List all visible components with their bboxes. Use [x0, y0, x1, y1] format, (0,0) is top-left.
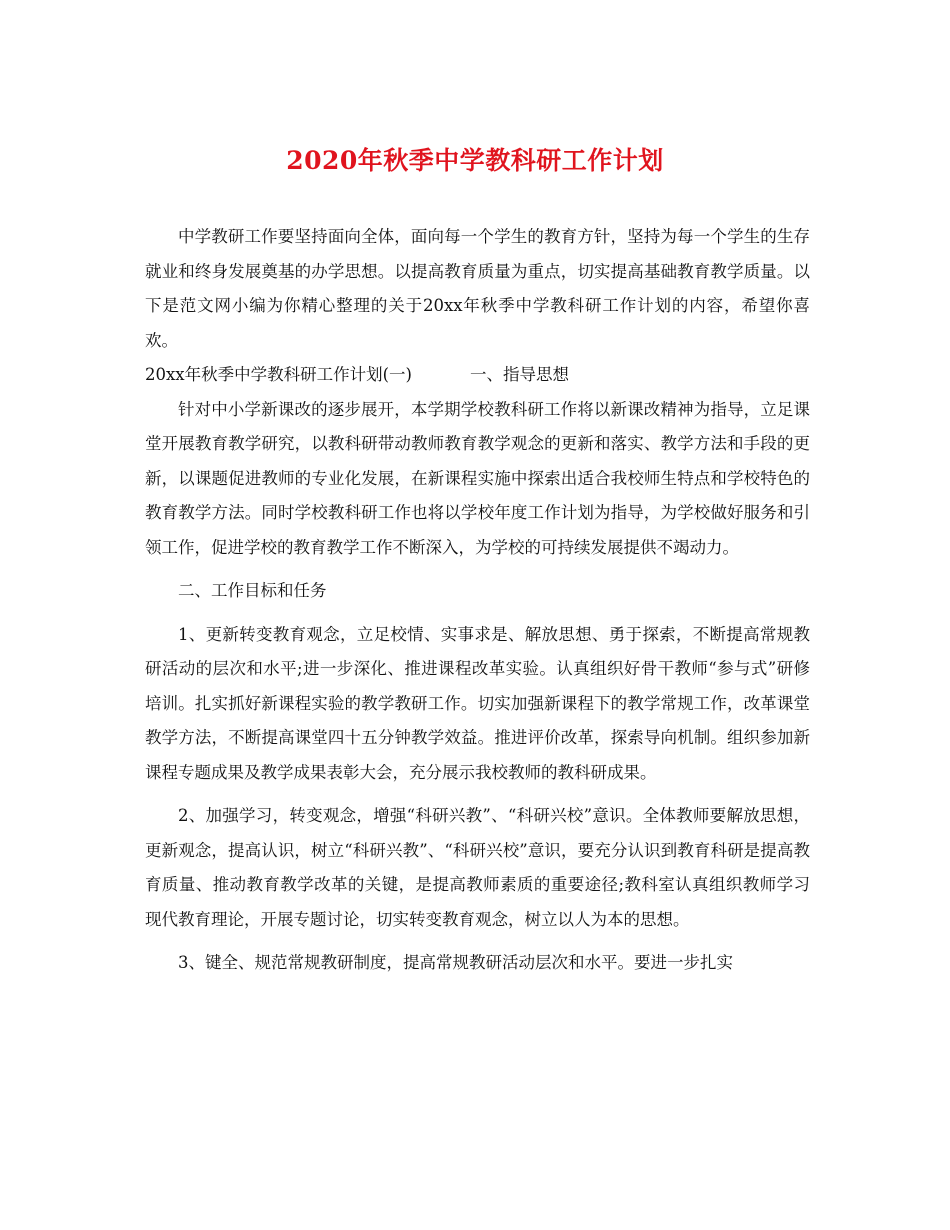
plan-heading-line — [145, 358, 810, 393]
section1-heading: 一、指导思想 — [469, 365, 569, 384]
item1-paragraph: 1、更新转变教育观念，立足校情、实事求是、解放思想、勇于探索，不断提高常规教研活动的层次和水平;进一步深化、推进课程改革实验。认真组织好骨干教师“参与式”研修培训。扎实抓好新课程实验的教学教研工作。切实加强新课程下的教学常规工作，改革课堂教学方法，不断提高课堂四十五分钟教学效益。推进评价改革，探索导向机制。组织参加新课程专题成果及教学成果表彰大会，充分展示我校教师的教科研成果。 — [145, 624, 810, 782]
document-body — [145, 220, 810, 981]
item3-paragraph: 3、键全、规范常规教研制度，提高常规教研活动层次和水平。要进一步扎实 — [178, 953, 733, 972]
intro-paragraph: 中学教研工作要坚持面向全体，面向每一个学生的教育方针，坚持为每一个学生的生存就业和终身发展奠基的办学思想。以提高教育质量为重点，切实提高基础教育教学质量。以下是范文网小编为你精心整理的关于20xx年秋季中学教科研工作计划的内容，希望你喜欢。 — [145, 227, 810, 350]
plan-heading: 20xx年秋季中学教科研工作计划(一) — [145, 365, 412, 384]
section2-heading: 二、工作目标和任务 — [178, 581, 327, 600]
item2-paragraph: 2、加强学习，转变观念，增强“科研兴教”、“科研兴校”意识。全体教师要解放思想，更新观念，提高认识，树立“科研兴教”、“科研兴校”意识，要充分认识到教育科研是提高教育质量、推动教育教学改革的关键，是提高教师素质的重要途径;教科室认真组织教师学习现代教育理论，开展专题讨论，切实转变教育观念，树立以人为本的思想。 — [145, 806, 810, 929]
section1-paragraph: 针对中小学新课改的逐步展开，本学期学校教科研工作将以新课改精神为指导，立足课堂开展教育教学研究，以教科研带动教师教育教学观念的更新和落实、教学方法和手段的更新，以课题促进教师的专业化发展，在新课程实施中探索出适合我校师生特点和学校特色的教育教学方法。同时学校教科研工作也将以学校年度工作计划为指导，为学校做好服务和引领工作，促进学校的教育教学工作不断深入，为学校的可持续发展提供不竭动力。 — [145, 399, 810, 557]
document-title: 2020年秋季中学教科研工作计划 — [286, 146, 664, 175]
